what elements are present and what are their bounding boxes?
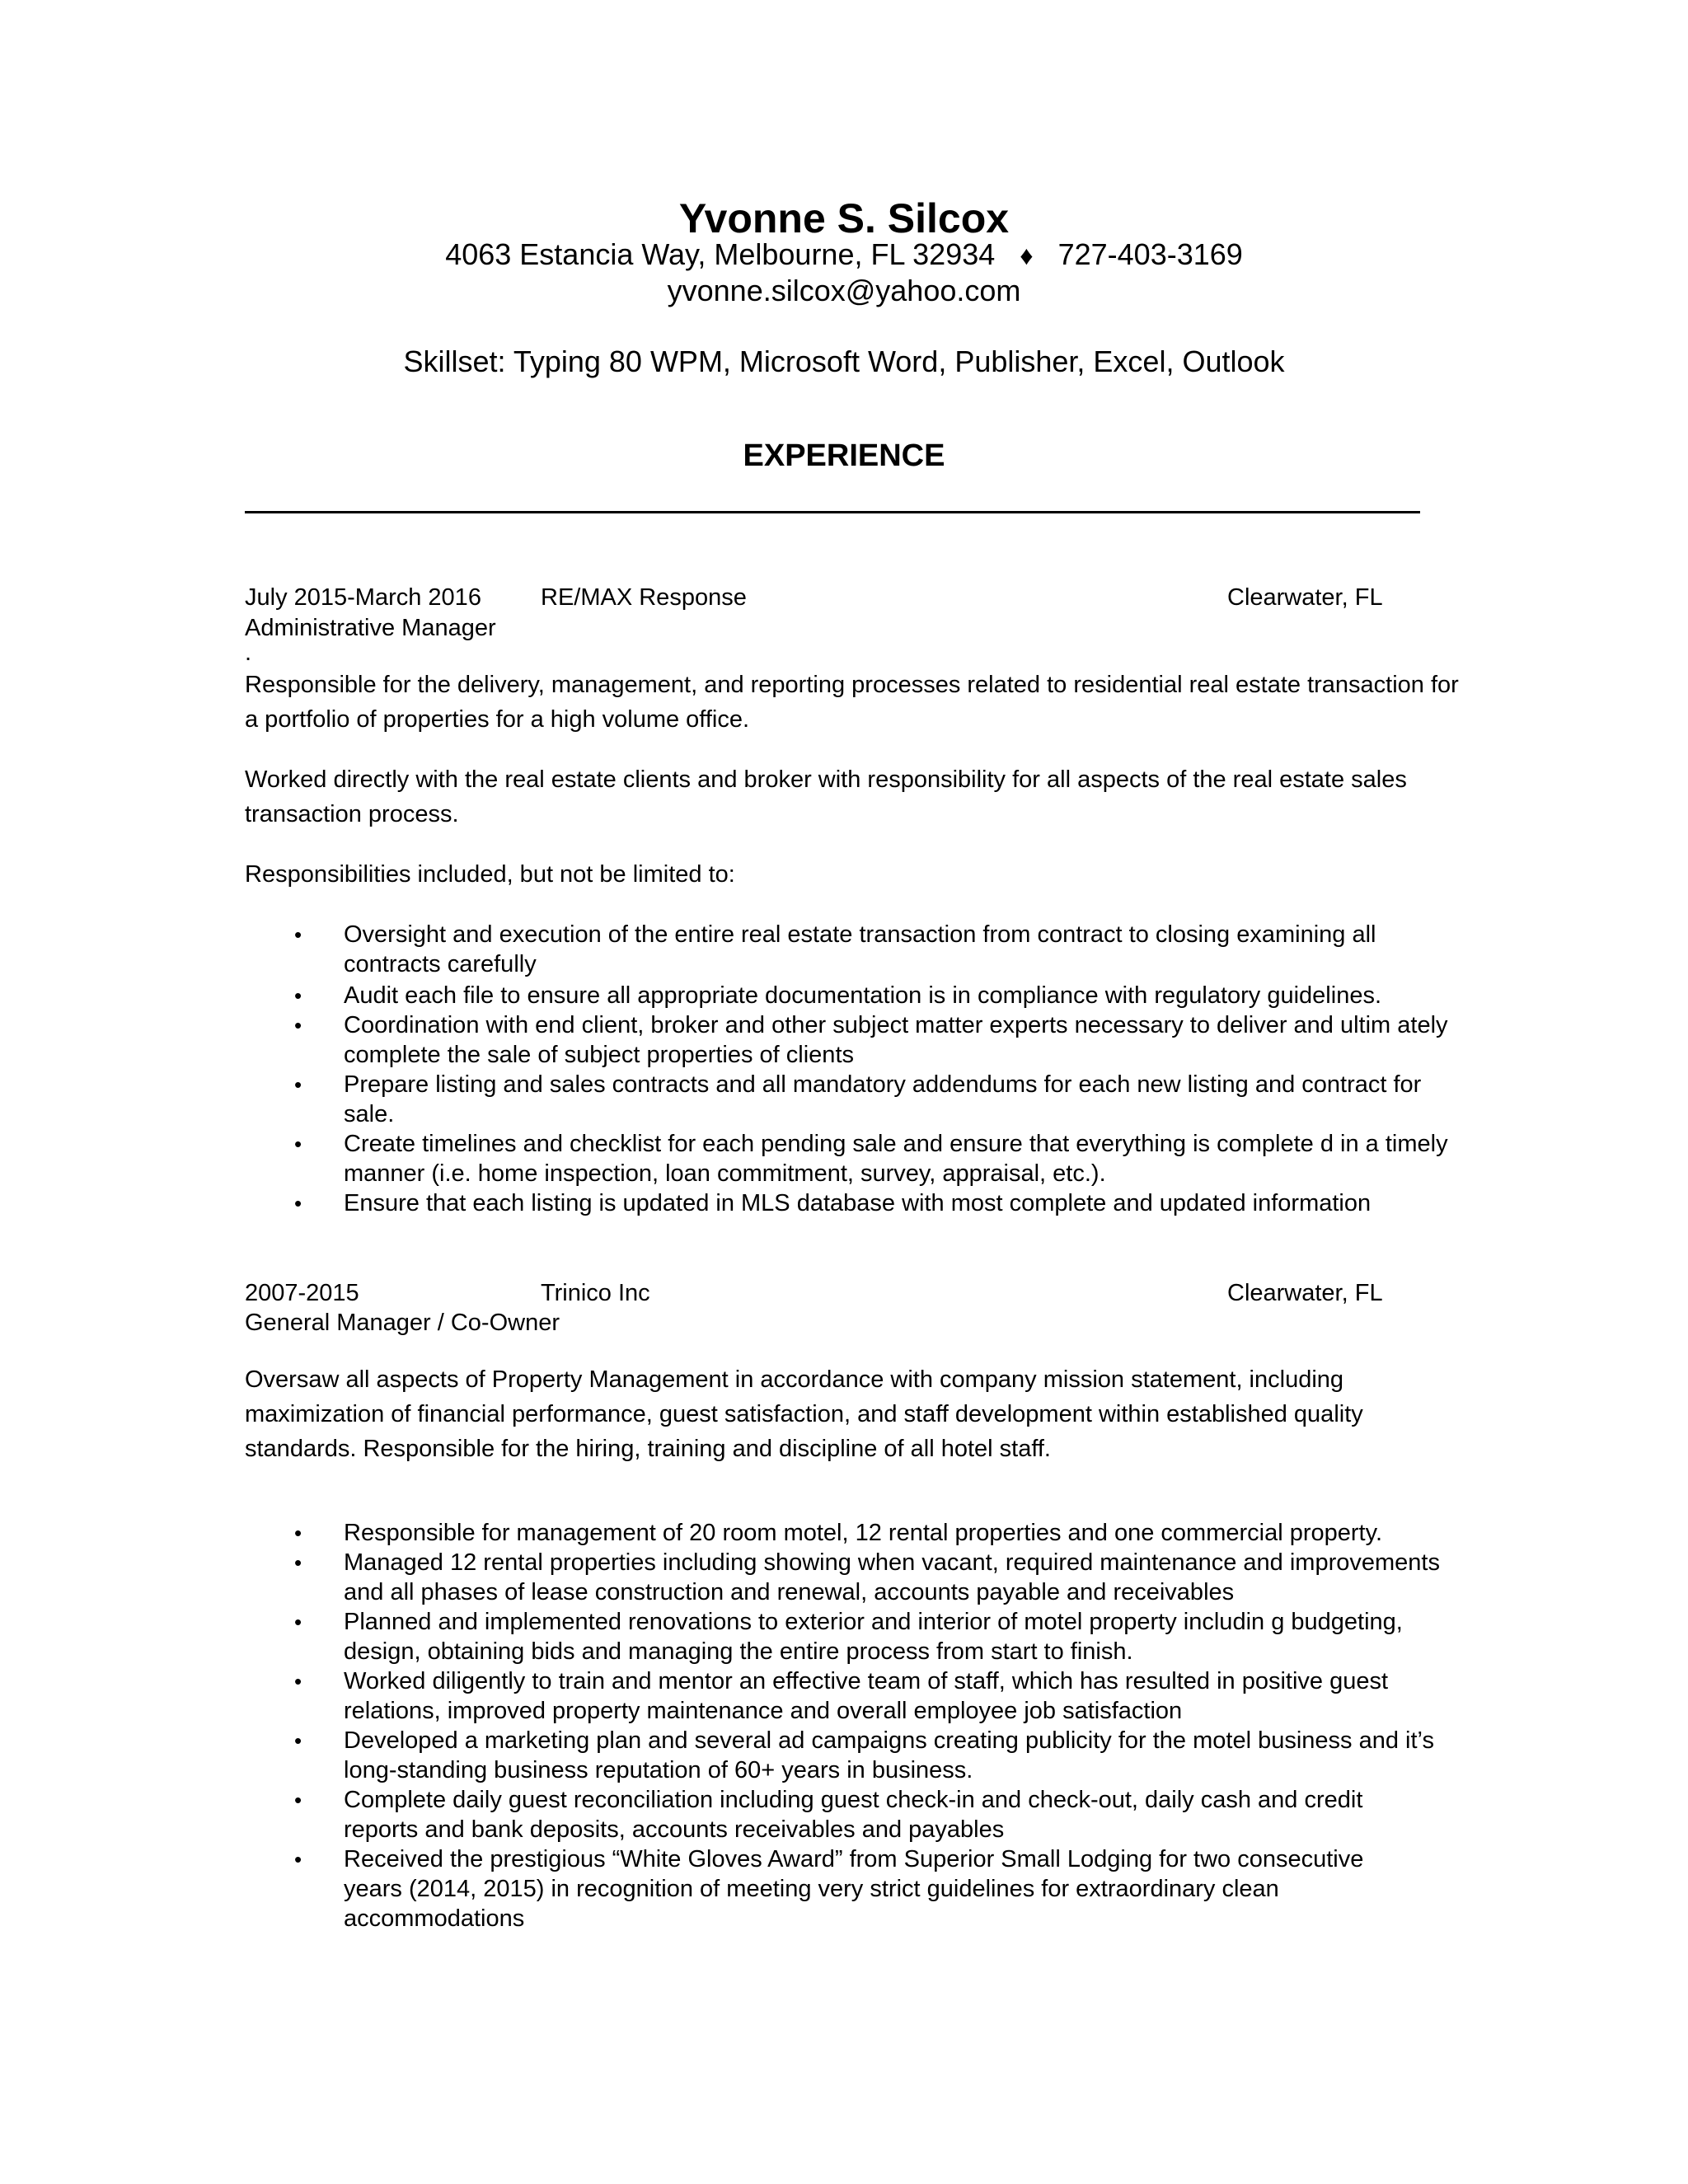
job-description: Oversaw all aspects of Property Management in accordance with company mission statement, including maximization of financial performance, guest satisfaction, and staff development within established quality standards. Responsible for the hiring, training and discipline of all hotel staff. [245,1366,1363,1462]
address: 4063 Estancia Way, Melbourne, FL 32934 [445,237,996,271]
diamond-separator-icon: ♦ [1020,241,1034,270]
responsibilities-list [245,920,1489,1218]
job-dates: 2007-2015 [245,1280,359,1306]
list-item: • Oversight and execution of the entire real estate transaction from contract to closing examining all contracts carefully [245,920,1489,979]
list-item: • Worked diligently to train and mentor an effective team of staff, which has resulted in positive guest relations, improved property maintenance and overall employee job satisfaction [245,1666,1489,1726]
phone: 727-403-3169 [1057,237,1243,271]
job-description: Worked directly with the real estate clients and broker with responsibility for all aspects of the real estate sales transaction process. [245,766,1407,827]
responsibilities-list [245,1518,1489,1933]
list-item: • Received the prestigious “White Gloves Award” from Superior Small Lodging for two consecutive years (2014, 2015) in recognition of meeting very strict guidelines for extraordinary clean accommodations [245,1844,1489,1933]
job-dates: July 2015-March 2016 [245,584,481,611]
resume-name: Yvonne S. Silcox [678,195,1010,241]
section-title-experience: EXPERIENCE [743,438,945,473]
list-item: • Managed 12 rental properties including showing when vacant, required maintenance and improvements and all phases of lease construction and renewal, accounts payable and receivables [245,1548,1489,1607]
section-divider [245,511,1420,513]
list-item: • Create timelines and checklist for each pending sale and ensure that everything is complete d in a timely manner (i.e. home inspection, loan commitment, survey, appraisal, etc.). [245,1129,1489,1188]
job-company: Trinico Inc [541,1280,650,1306]
skillset: Skillset: Typing 80 WPM, Microsoft Word, Publisher, Excel, Outlook [403,344,1285,378]
list-item: • Audit each file to ensure all appropriate documentation is in compliance with regulatory guidelines. [245,981,1489,1010]
list-item: • Developed a marketing plan and several ad campaigns creating publicity for the motel business and it’s long-standing business reputation of 60+ years in business. [245,1726,1489,1785]
job-location: Clearwater, FL [1227,1280,1383,1306]
email: yvonne.silcox@yahoo.com [667,274,1021,307]
stray-dot: . [245,640,252,666]
list-item: • Complete daily guest reconciliation including guest check-in and check-out, daily cash and credit reports and bank deposits, accounts receivables and payables [245,1785,1489,1844]
contact-line [0,237,1688,272]
list-item: • Coordination with end client, broker and other subject matter experts necessary to deliver and ultim ately complete the sale of subject properties of clients [245,1010,1489,1070]
list-item: • Planned and implemented renovations to exterior and interior of motel property includin g budgeting, design, obtaining bids and managing the entire process from start to finish. [245,1607,1489,1666]
list-item: • Ensure that each listing is updated in MLS database with most complete and updated information [245,1188,1489,1218]
responsibilities-intro: Responsibilities included, but not be limited to: [245,861,735,888]
list-item: • Prepare listing and sales contracts and all mandatory addendums for each new listing and contract for sale. [245,1070,1489,1129]
job-location: Clearwater, FL [1227,584,1383,611]
job-role: General Manager / Co-Owner [245,1310,560,1336]
job-description: Responsible for the delivery, management, and reporting processes related to residential real estate transaction for a portfolio of properties for a high volume office. [245,672,1459,733]
job-role: Administrative Manager [245,615,496,641]
job-company: RE/MAX Response [541,584,747,611]
list-item: • Responsible for management of 20 room motel, 12 rental properties and one commercial property. [245,1518,1489,1548]
